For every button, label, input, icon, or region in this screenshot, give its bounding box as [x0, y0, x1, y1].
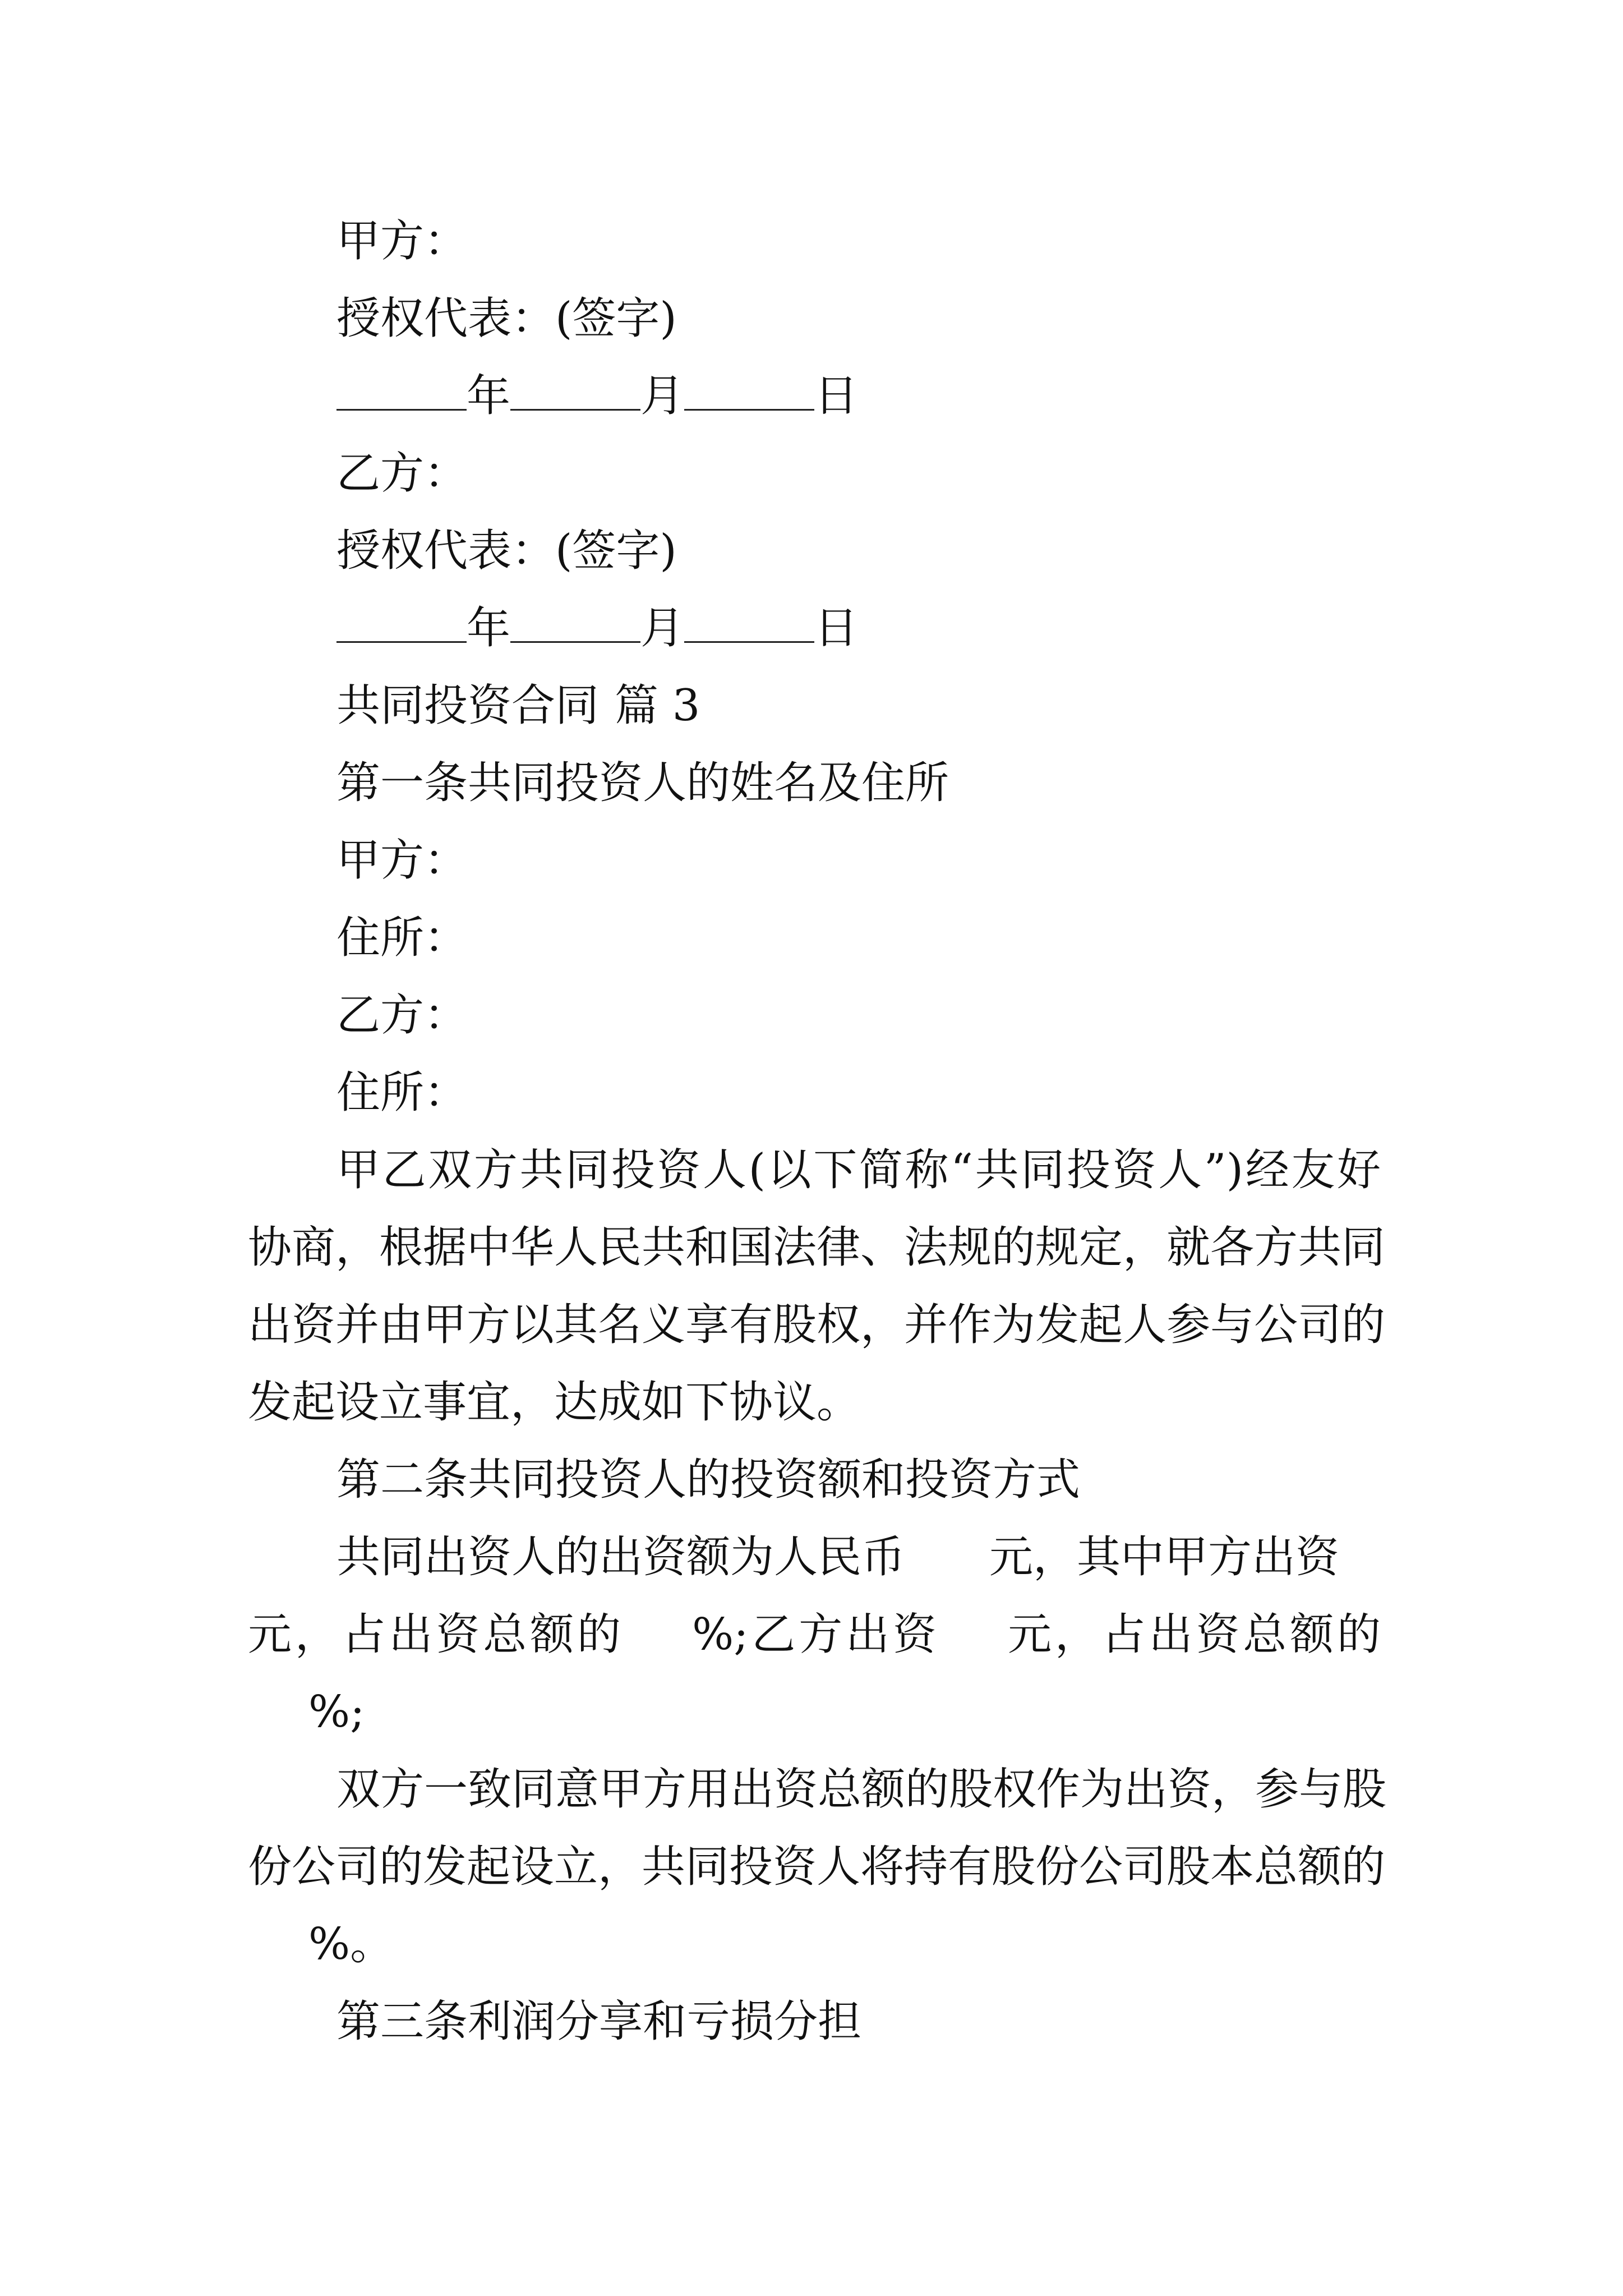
paragraph-1-line-4: 发起设立事宜，达成如下协议。	[248, 1377, 861, 1428]
month-label: 月	[640, 603, 685, 654]
day-blank	[684, 375, 814, 411]
party-a-amount-text: 元，其中甲方出资	[989, 1532, 1340, 1582]
authorized-rep-a: 授权代表：(签字)	[336, 293, 677, 344]
article-3-heading: 第三条利润分享和亏损分担	[336, 1996, 862, 2047]
month-label: 月	[640, 371, 685, 421]
article-1-heading: 第一条共同投资人的姓名及住所	[336, 758, 949, 808]
party-b-amount-text: %;乙方出资	[692, 1609, 940, 1660]
part-number: 篇 3	[615, 680, 700, 731]
date-line-b	[336, 600, 858, 656]
year-label: 年	[467, 371, 511, 421]
party-a-name: 甲方：	[336, 835, 468, 886]
day-blank	[684, 608, 814, 643]
party-a-share-text: 元，占出资总额的	[248, 1609, 624, 1660]
party-b-share-text: 元，占出资总额的	[1008, 1609, 1381, 1660]
day-label: 日	[814, 603, 859, 654]
article-2-heading: 第二条共同投资人的投资额和投资方式	[336, 1455, 1081, 1505]
party-b-label: 乙方：	[336, 448, 468, 499]
month-blank	[510, 608, 640, 643]
party-b-address: 住所：	[336, 1068, 468, 1118]
paragraph-3-line-2: 份公司的发起设立，共同投资人将持有股份公司股本总额的	[248, 1842, 1386, 1892]
party-a-address: 住所：	[336, 913, 468, 963]
paragraph-3-line-3: %。	[308, 1919, 394, 1970]
paragraph-1-line-2: 协商，根据中华人民共和国法律、法规的规定，就各方共同	[248, 1222, 1386, 1273]
paragraph-1-line-1: 甲乙双方共同投资人(以下简称“共同投资人”)经友好	[336, 1145, 1381, 1195]
day-label: 日	[814, 371, 859, 421]
contract-title: 共同投资合同	[336, 680, 600, 731]
total-amount-text: 共同出资人的出资额为人民币	[336, 1532, 906, 1582]
month-blank	[510, 375, 640, 411]
year-blank	[336, 375, 467, 411]
date-line-a	[336, 368, 858, 424]
paragraph-2-line-2	[248, 1607, 1381, 1663]
authorized-rep-b: 授权代表：(签字)	[336, 526, 677, 576]
paragraph-2-line-3: %;	[308, 1687, 365, 1737]
paragraph-2-line-1	[336, 1529, 1339, 1585]
party-b-name: 乙方：	[336, 990, 468, 1041]
year-blank	[336, 608, 467, 643]
party-a-label: 甲方：	[336, 216, 468, 266]
paragraph-3-line-1: 双方一致同意甲方用出资总额的股权作为出资，参与股	[336, 1764, 1387, 1815]
section-heading	[336, 678, 700, 734]
year-label: 年	[467, 603, 511, 654]
paragraph-1-line-3: 出资并由甲方以其名义享有股权，并作为发起人参与公司的	[248, 1300, 1386, 1350]
